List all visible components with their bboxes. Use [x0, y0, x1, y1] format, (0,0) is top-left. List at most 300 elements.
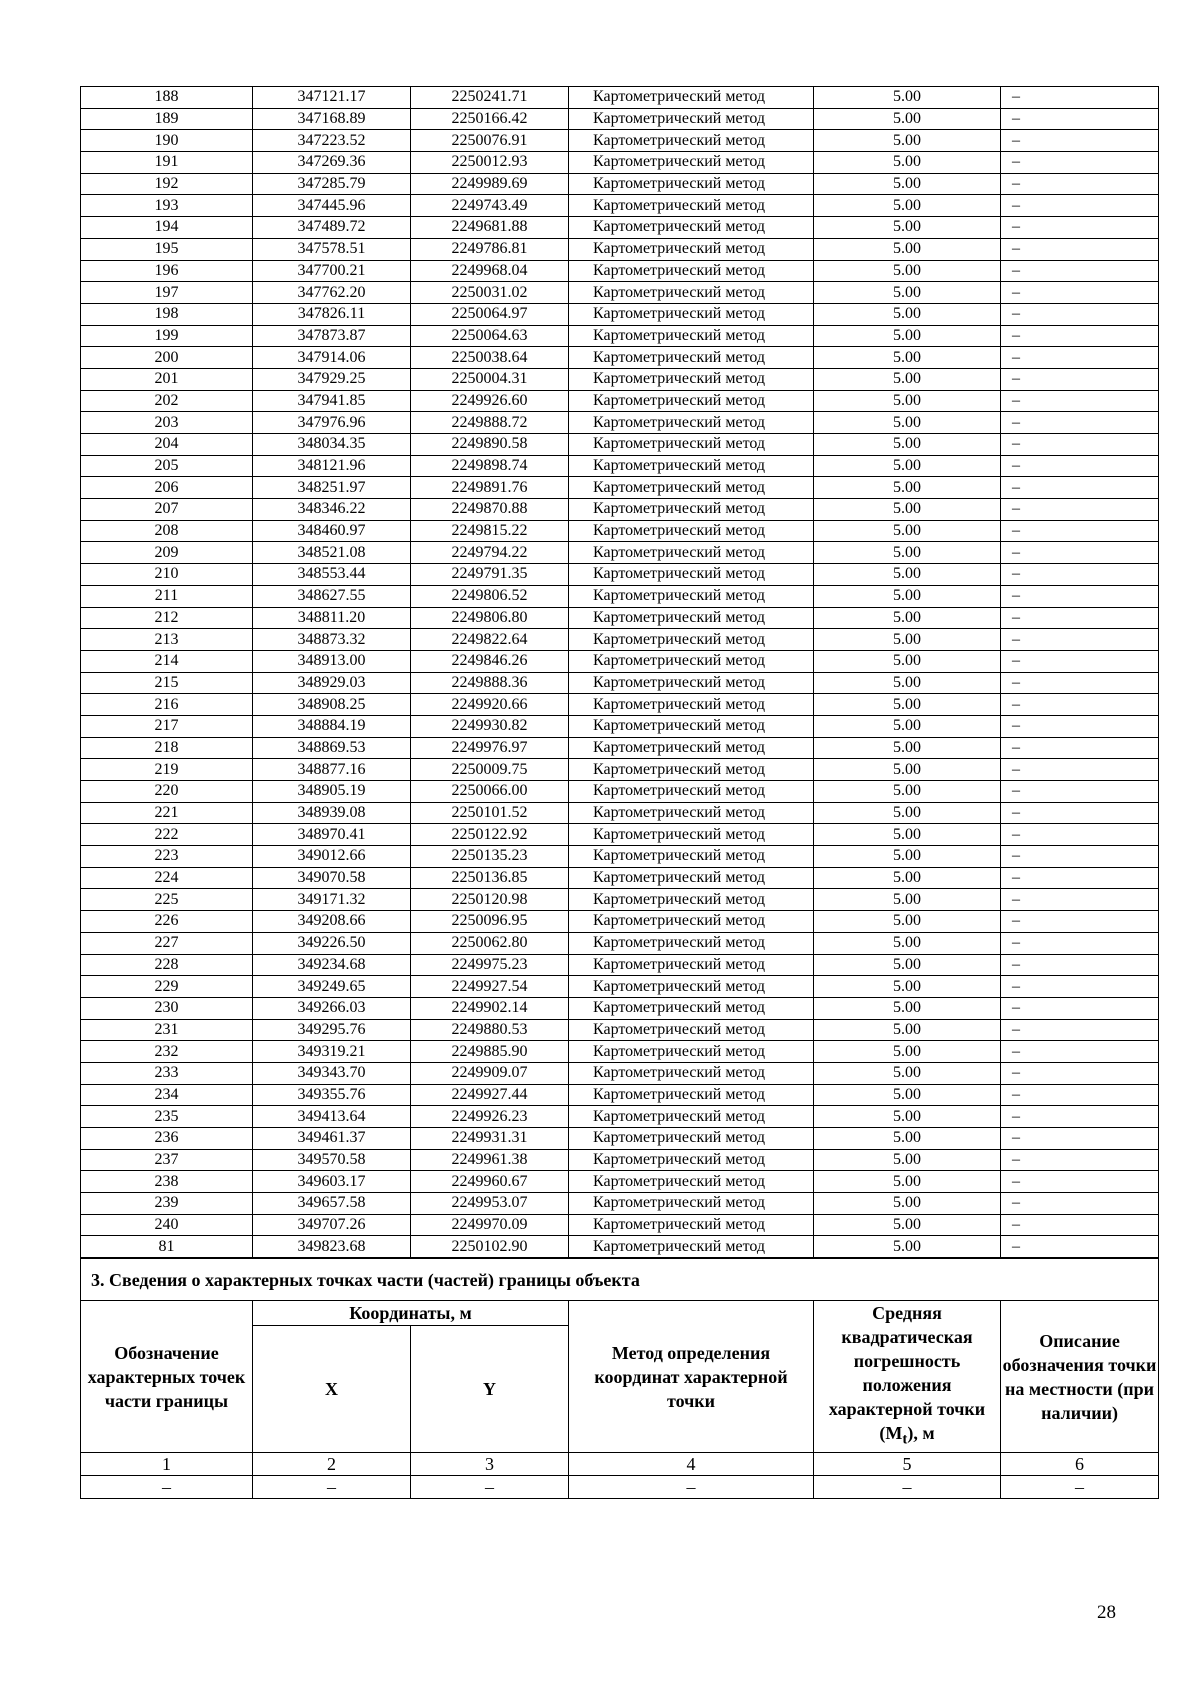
y-coordinate-cell: 2249794.22 [411, 542, 569, 564]
method-cell: Картометрический метод [569, 607, 814, 629]
accuracy-cell: 5.00 [814, 715, 1001, 737]
col-x-header: X [253, 1326, 411, 1453]
x-coordinate-cell: 349355.76 [253, 1084, 411, 1106]
description-cell: – [1001, 434, 1159, 456]
x-coordinate-cell: 348913.00 [253, 650, 411, 672]
y-coordinate-cell: 2250076.91 [411, 130, 569, 152]
y-coordinate-cell: 2249806.52 [411, 585, 569, 607]
accuracy-cell: 5.00 [814, 585, 1001, 607]
accuracy-cell: 5.00 [814, 1106, 1001, 1128]
column-index: 4 [569, 1453, 814, 1476]
table-row [81, 520, 1159, 542]
col-accuracy-header [814, 1301, 1001, 1453]
x-coordinate-cell: 349319.21 [253, 1041, 411, 1063]
x-coordinate-cell: 348905.19 [253, 781, 411, 803]
accuracy-cell: 5.00 [814, 368, 1001, 390]
accuracy-cell: 5.00 [814, 130, 1001, 152]
y-coordinate-cell: 2249989.69 [411, 173, 569, 195]
point-number-cell: 216 [81, 694, 253, 716]
accuracy-cell: 5.00 [814, 737, 1001, 759]
x-coordinate-cell: 349249.65 [253, 976, 411, 998]
method-cell: Картометрический метод [569, 781, 814, 803]
accuracy-cell: 5.00 [814, 846, 1001, 868]
method-cell: Картометрический метод [569, 108, 814, 130]
table-row [81, 650, 1159, 672]
column-index: 3 [411, 1453, 569, 1476]
method-cell: Картометрический метод [569, 1019, 814, 1041]
description-cell: – [1001, 1019, 1159, 1041]
table-row [81, 694, 1159, 716]
y-coordinate-cell: 2250004.31 [411, 368, 569, 390]
table-row [81, 542, 1159, 564]
y-coordinate-cell: 2250009.75 [411, 759, 569, 781]
method-cell: Картометрический метод [569, 694, 814, 716]
accuracy-cell: 5.00 [814, 694, 1001, 716]
x-coordinate-cell: 349012.66 [253, 846, 411, 868]
description-cell: – [1001, 477, 1159, 499]
accuracy-cell: 5.00 [814, 954, 1001, 976]
accuracy-cell: 5.00 [814, 1193, 1001, 1215]
method-cell: Картометрический метод [569, 238, 814, 260]
method-cell: Картометрический метод [569, 217, 814, 239]
accuracy-cell: 5.00 [814, 542, 1001, 564]
method-cell: Картометрический метод [569, 737, 814, 759]
point-number-cell: 231 [81, 1019, 253, 1041]
table-row [81, 238, 1159, 260]
y-coordinate-cell: 2250096.95 [411, 911, 569, 933]
table-row [81, 1193, 1159, 1215]
description-cell: – [1001, 867, 1159, 889]
y-coordinate-cell: 2249890.58 [411, 434, 569, 456]
description-cell: – [1001, 694, 1159, 716]
method-cell: Картометрический метод [569, 499, 814, 521]
point-number-cell: 234 [81, 1084, 253, 1106]
accuracy-cell: 5.00 [814, 325, 1001, 347]
accuracy-cell: 5.00 [814, 1019, 1001, 1041]
accuracy-cell: 5.00 [814, 434, 1001, 456]
y-coordinate-cell: 2250038.64 [411, 347, 569, 369]
x-coordinate-cell: 347121.17 [253, 87, 411, 109]
description-cell: – [1001, 650, 1159, 672]
y-coordinate-cell: 2249968.04 [411, 260, 569, 282]
table-row [81, 108, 1159, 130]
table-row [81, 802, 1159, 824]
y-coordinate-cell: 2249975.23 [411, 954, 569, 976]
method-cell: Картометрический метод [569, 1062, 814, 1084]
point-number-cell: 226 [81, 911, 253, 933]
y-coordinate-cell: 2249822.64 [411, 629, 569, 651]
x-coordinate-cell: 348811.20 [253, 607, 411, 629]
method-cell: Картометрический метод [569, 650, 814, 672]
accuracy-cell: 5.00 [814, 976, 1001, 998]
description-cell: – [1001, 499, 1159, 521]
method-cell: Картометрический метод [569, 889, 814, 911]
table-row [81, 195, 1159, 217]
page-number: 28 [1097, 1602, 1116, 1623]
table-row [81, 347, 1159, 369]
table-row [81, 499, 1159, 521]
method-cell: Картометрический метод [569, 1171, 814, 1193]
accuracy-cell: 5.00 [814, 499, 1001, 521]
x-coordinate-cell: 348553.44 [253, 564, 411, 586]
x-coordinate-cell: 349295.76 [253, 1019, 411, 1041]
x-coordinate-cell: 349570.58 [253, 1149, 411, 1171]
y-coordinate-cell: 2249976.97 [411, 737, 569, 759]
point-number-cell: 214 [81, 650, 253, 672]
y-coordinate-cell: 2249953.07 [411, 1193, 569, 1215]
point-number-cell: 195 [81, 238, 253, 260]
accuracy-cell: 5.00 [814, 173, 1001, 195]
document-sheet [80, 86, 1158, 1499]
accuracy-cell: 5.00 [814, 759, 1001, 781]
col-method-header: Метод определения координат характерной точки [569, 1301, 814, 1453]
description-cell: – [1001, 260, 1159, 282]
table-row [81, 434, 1159, 456]
y-coordinate-cell: 2249961.38 [411, 1149, 569, 1171]
y-coordinate-cell: 2250012.93 [411, 152, 569, 174]
point-number-cell: 199 [81, 325, 253, 347]
description-cell: – [1001, 1106, 1159, 1128]
accuracy-cell: 5.00 [814, 1084, 1001, 1106]
x-coordinate-cell: 347929.25 [253, 368, 411, 390]
point-number-cell: 210 [81, 564, 253, 586]
y-coordinate-cell: 2250064.97 [411, 303, 569, 325]
y-coordinate-cell: 2249970.09 [411, 1214, 569, 1236]
y-coordinate-cell: 2250120.98 [411, 889, 569, 911]
accuracy-cell: 5.00 [814, 1236, 1001, 1258]
point-number-cell: 235 [81, 1106, 253, 1128]
description-cell: – [1001, 997, 1159, 1019]
description-cell: – [1001, 737, 1159, 759]
x-coordinate-cell: 348034.35 [253, 434, 411, 456]
method-cell: Картометрический метод [569, 347, 814, 369]
description-cell: – [1001, 715, 1159, 737]
accuracy-cell: 5.00 [814, 195, 1001, 217]
x-coordinate-cell: 348970.41 [253, 824, 411, 846]
accuracy-cell: 5.00 [814, 607, 1001, 629]
accuracy-cell: 5.00 [814, 672, 1001, 694]
table-row [81, 564, 1159, 586]
accuracy-cell: 5.00 [814, 781, 1001, 803]
table-row [81, 477, 1159, 499]
description-cell: – [1001, 607, 1159, 629]
col-y-header: Y [411, 1326, 569, 1453]
x-coordinate-cell: 347168.89 [253, 108, 411, 130]
description-cell: – [1001, 889, 1159, 911]
description-cell: – [1001, 1062, 1159, 1084]
method-cell: Картометрический метод [569, 824, 814, 846]
method-cell: Картометрический метод [569, 1149, 814, 1171]
column-index: 6 [1001, 1453, 1159, 1476]
y-coordinate-cell: 2250135.23 [411, 846, 569, 868]
description-cell: – [1001, 954, 1159, 976]
point-number-cell: 222 [81, 824, 253, 846]
x-coordinate-cell: 347578.51 [253, 238, 411, 260]
method-cell: Картометрический метод [569, 390, 814, 412]
table-row [81, 1171, 1159, 1193]
point-number-cell: 237 [81, 1149, 253, 1171]
point-number-cell: 238 [81, 1171, 253, 1193]
description-cell: – [1001, 130, 1159, 152]
accuracy-cell: 5.00 [814, 412, 1001, 434]
description-cell: – [1001, 282, 1159, 304]
point-number-cell: 220 [81, 781, 253, 803]
method-cell: Картометрический метод [569, 303, 814, 325]
method-cell: Картометрический метод [569, 1128, 814, 1150]
empty-cell: – [814, 1476, 1001, 1499]
x-coordinate-cell: 347285.79 [253, 173, 411, 195]
accuracy-cell: 5.00 [814, 217, 1001, 239]
method-cell: Картометрический метод [569, 130, 814, 152]
y-coordinate-cell: 2249927.54 [411, 976, 569, 998]
description-cell: – [1001, 911, 1159, 933]
method-cell: Картометрический метод [569, 585, 814, 607]
table-row [81, 282, 1159, 304]
description-cell: – [1001, 932, 1159, 954]
y-coordinate-cell: 2250031.02 [411, 282, 569, 304]
table-row [81, 781, 1159, 803]
accuracy-cell: 5.00 [814, 802, 1001, 824]
x-coordinate-cell: 348460.97 [253, 520, 411, 542]
table-row [81, 1019, 1159, 1041]
point-number-cell: 240 [81, 1214, 253, 1236]
point-number-cell: 194 [81, 217, 253, 239]
point-number-cell: 212 [81, 607, 253, 629]
table-row [81, 629, 1159, 651]
table-row [81, 1214, 1159, 1236]
point-number-cell: 221 [81, 802, 253, 824]
table-row [81, 412, 1159, 434]
point-number-cell: 189 [81, 108, 253, 130]
point-number-cell: 192 [81, 173, 253, 195]
accuracy-cell: 5.00 [814, 564, 1001, 586]
x-coordinate-cell: 348877.16 [253, 759, 411, 781]
description-cell: – [1001, 347, 1159, 369]
point-number-cell: 227 [81, 932, 253, 954]
description-cell: – [1001, 781, 1159, 803]
col-description-header: Описание обозначения точки на местности (при наличии) [1001, 1301, 1159, 1453]
accuracy-cell: 5.00 [814, 1041, 1001, 1063]
description-cell: – [1001, 108, 1159, 130]
y-coordinate-cell: 2249931.31 [411, 1128, 569, 1150]
method-cell: Картометрический метод [569, 455, 814, 477]
point-number-cell: 239 [81, 1193, 253, 1215]
accuracy-cell: 5.00 [814, 390, 1001, 412]
y-coordinate-cell: 2250241.71 [411, 87, 569, 109]
y-coordinate-cell: 2250102.90 [411, 1236, 569, 1258]
x-coordinate-cell: 349413.64 [253, 1106, 411, 1128]
column-index: 1 [81, 1453, 253, 1476]
method-cell: Картометрический метод [569, 954, 814, 976]
y-coordinate-cell: 2249888.72 [411, 412, 569, 434]
method-cell: Картометрический метод [569, 152, 814, 174]
accuracy-cell: 5.00 [814, 1171, 1001, 1193]
x-coordinate-cell: 349171.32 [253, 889, 411, 911]
point-number-cell: 211 [81, 585, 253, 607]
method-cell: Картометрический метод [569, 759, 814, 781]
x-coordinate-cell: 347489.72 [253, 217, 411, 239]
description-cell: – [1001, 368, 1159, 390]
point-number-cell: 232 [81, 1041, 253, 1063]
method-cell: Картометрический метод [569, 846, 814, 868]
accuracy-cell: 5.00 [814, 1128, 1001, 1150]
accuracy-cell: 5.00 [814, 1062, 1001, 1084]
x-coordinate-cell: 348869.53 [253, 737, 411, 759]
point-number-cell: 215 [81, 672, 253, 694]
description-cell: – [1001, 412, 1159, 434]
empty-cell: – [569, 1476, 814, 1499]
method-cell: Картометрический метод [569, 976, 814, 998]
empty-cell: – [81, 1476, 253, 1499]
y-coordinate-cell: 2249880.53 [411, 1019, 569, 1041]
description-cell: – [1001, 173, 1159, 195]
point-number-cell: 209 [81, 542, 253, 564]
accuracy-cell: 5.00 [814, 520, 1001, 542]
x-coordinate-cell: 349266.03 [253, 997, 411, 1019]
x-coordinate-cell: 348521.08 [253, 542, 411, 564]
table-row [81, 1236, 1159, 1258]
x-coordinate-cell: 348873.32 [253, 629, 411, 651]
method-cell: Картометрический метод [569, 1084, 814, 1106]
x-coordinate-cell: 349657.58 [253, 1193, 411, 1215]
method-cell: Картометрический метод [569, 434, 814, 456]
x-coordinate-cell: 347941.85 [253, 390, 411, 412]
y-coordinate-cell: 2249806.80 [411, 607, 569, 629]
description-cell: – [1001, 1149, 1159, 1171]
table-row [81, 976, 1159, 998]
method-cell: Картометрический метод [569, 867, 814, 889]
point-number-cell: 191 [81, 152, 253, 174]
description-cell: – [1001, 455, 1159, 477]
description-cell: – [1001, 390, 1159, 412]
point-number-cell: 200 [81, 347, 253, 369]
table-row [81, 889, 1159, 911]
description-cell: – [1001, 629, 1159, 651]
description-cell: – [1001, 824, 1159, 846]
table-row [81, 130, 1159, 152]
accuracy-cell: 5.00 [814, 824, 1001, 846]
method-cell: Картометрический метод [569, 672, 814, 694]
method-cell: Картометрический метод [569, 520, 814, 542]
point-number-cell: 206 [81, 477, 253, 499]
column-index: 5 [814, 1453, 1001, 1476]
col-point-header: Обозначение характерных точек части границы [81, 1301, 253, 1453]
table-row [81, 87, 1159, 109]
point-number-cell: 193 [81, 195, 253, 217]
point-number-cell: 230 [81, 997, 253, 1019]
table-row [81, 607, 1159, 629]
x-coordinate-cell: 347445.96 [253, 195, 411, 217]
x-coordinate-cell: 347826.11 [253, 303, 411, 325]
x-coordinate-cell: 347914.06 [253, 347, 411, 369]
accuracy-cell: 5.00 [814, 238, 1001, 260]
method-cell: Картометрический метод [569, 932, 814, 954]
point-number-cell: 204 [81, 434, 253, 456]
x-coordinate-cell: 347873.87 [253, 325, 411, 347]
table-row [81, 846, 1159, 868]
table-row [81, 1084, 1159, 1106]
table-row [81, 824, 1159, 846]
accuracy-cell: 5.00 [814, 260, 1001, 282]
description-cell: – [1001, 195, 1159, 217]
table-row [81, 1128, 1159, 1150]
table-row [81, 1106, 1159, 1128]
table-row [81, 867, 1159, 889]
y-coordinate-cell: 2249920.66 [411, 694, 569, 716]
x-coordinate-cell: 348939.08 [253, 802, 411, 824]
description-cell: – [1001, 325, 1159, 347]
table-row [81, 325, 1159, 347]
description-cell: – [1001, 303, 1159, 325]
method-cell: Картометрический метод [569, 1236, 814, 1258]
points-table-body [81, 87, 1159, 1258]
y-coordinate-cell: 2250064.63 [411, 325, 569, 347]
x-coordinate-cell: 349603.17 [253, 1171, 411, 1193]
description-cell: – [1001, 520, 1159, 542]
x-coordinate-cell: 348627.55 [253, 585, 411, 607]
method-cell: Картометрический метод [569, 412, 814, 434]
x-coordinate-cell: 348121.96 [253, 455, 411, 477]
method-cell: Картометрический метод [569, 477, 814, 499]
description-cell: – [1001, 672, 1159, 694]
description-cell: – [1001, 846, 1159, 868]
point-number-cell: 213 [81, 629, 253, 651]
x-coordinate-cell: 349208.66 [253, 911, 411, 933]
accuracy-cell: 5.00 [814, 477, 1001, 499]
table-row [81, 759, 1159, 781]
point-number-cell: 217 [81, 715, 253, 737]
y-coordinate-cell: 2249846.26 [411, 650, 569, 672]
table-row [81, 173, 1159, 195]
col-coords-header: Координаты, м [253, 1301, 569, 1326]
description-cell: – [1001, 542, 1159, 564]
accuracy-cell: 5.00 [814, 997, 1001, 1019]
table-row [81, 715, 1159, 737]
y-coordinate-cell: 2249926.60 [411, 390, 569, 412]
accuracy-cell: 5.00 [814, 282, 1001, 304]
x-coordinate-cell: 349823.68 [253, 1236, 411, 1258]
point-number-cell: 225 [81, 889, 253, 911]
y-coordinate-cell: 2249926.23 [411, 1106, 569, 1128]
table-row [81, 1062, 1159, 1084]
accuracy-cell: 5.00 [814, 87, 1001, 109]
description-cell: – [1001, 238, 1159, 260]
method-cell: Картометрический метод [569, 260, 814, 282]
method-cell: Картометрический метод [569, 1214, 814, 1236]
x-coordinate-cell: 348908.25 [253, 694, 411, 716]
point-number-cell: 223 [81, 846, 253, 868]
table-row [81, 152, 1159, 174]
y-coordinate-cell: 2249930.82 [411, 715, 569, 737]
table-row [81, 911, 1159, 933]
point-number-cell: 218 [81, 737, 253, 759]
description-cell: – [1001, 152, 1159, 174]
y-coordinate-cell: 2249681.88 [411, 217, 569, 239]
point-number-cell: 208 [81, 520, 253, 542]
accuracy-cell: 5.00 [814, 867, 1001, 889]
y-coordinate-cell: 2249885.90 [411, 1041, 569, 1063]
method-cell: Картометрический метод [569, 997, 814, 1019]
method-cell: Картометрический метод [569, 1106, 814, 1128]
table-row [81, 954, 1159, 976]
method-cell: Картометрический метод [569, 629, 814, 651]
x-coordinate-cell: 348929.03 [253, 672, 411, 694]
y-coordinate-cell: 2249786.81 [411, 238, 569, 260]
accuracy-cell: 5.00 [814, 911, 1001, 933]
point-number-cell: 198 [81, 303, 253, 325]
method-cell: Картометрический метод [569, 715, 814, 737]
table-row [81, 997, 1159, 1019]
